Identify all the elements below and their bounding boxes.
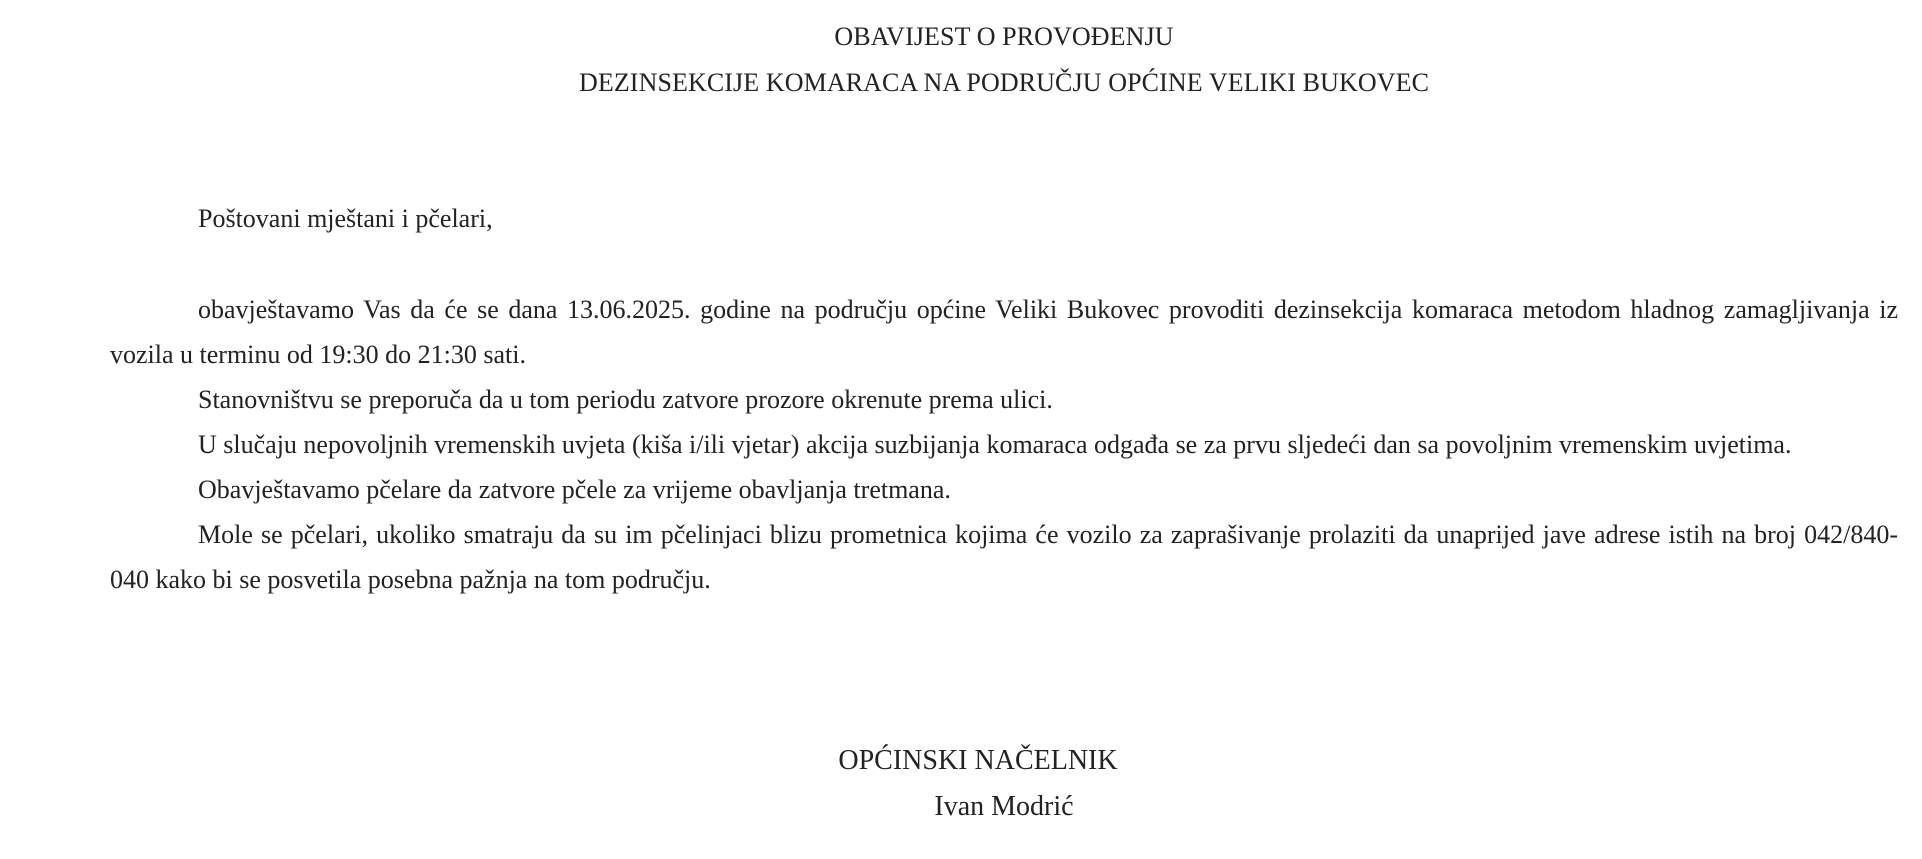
notice-document xyxy=(110,0,1898,822)
notice-body xyxy=(110,287,1898,602)
salutation: Poštovani mještani i pčelari, xyxy=(198,204,493,233)
title-line-1: OBAVIJEST O PROVOĐENJU xyxy=(834,22,1174,51)
paragraph-announcement: obavještavamo Vas da će se dana 13.06.2025. godine na području općine Veliki Bukovec provoditi dezinsekcija komaraca metodom hladnog zamagljivanja iz vozila u terminu od 19:30 do 21:30 sati. xyxy=(110,295,1898,369)
signature-role: OPĆINSKI NAČELNIK xyxy=(838,745,1118,776)
paragraph-beekeepers-request: Mole se pčelari, ukoliko smatraju da su im pčelinjaci blizu prometnica kojima će vozilo za zaprašivanje prolaziti da unaprijed jave adrese istih na broj 042/840-040 kako bi se posvetila posebna pažnja na tom području. xyxy=(110,520,1898,594)
title-line-2: DEZINSEKCIJE KOMARACA NA PODRUČJU OPĆINE VELIKI BUKOVEC xyxy=(578,68,1430,97)
paragraph-weather-postponement: U slučaju nepovoljnih vremenskih uvjeta (kiša i/ili vjetar) akcija suzbijanja komaraca odgađa se za prvu sljedeći dan sa povoljnim vremenskim uvjetima. xyxy=(198,430,1792,459)
paragraph-windows-advice: Stanovništvu se preporuča da u tom periodu zatvore prozore okrenute prema ulici. xyxy=(198,385,1053,414)
document-title xyxy=(110,0,1898,106)
paragraph-beekeepers-notice: Obavještavamo pčelare da zatvore pčele za vrijeme obavljanja tretmana. xyxy=(198,475,951,504)
signature-block xyxy=(110,738,1898,830)
signature-name: Ivan Modrić xyxy=(934,791,1074,822)
